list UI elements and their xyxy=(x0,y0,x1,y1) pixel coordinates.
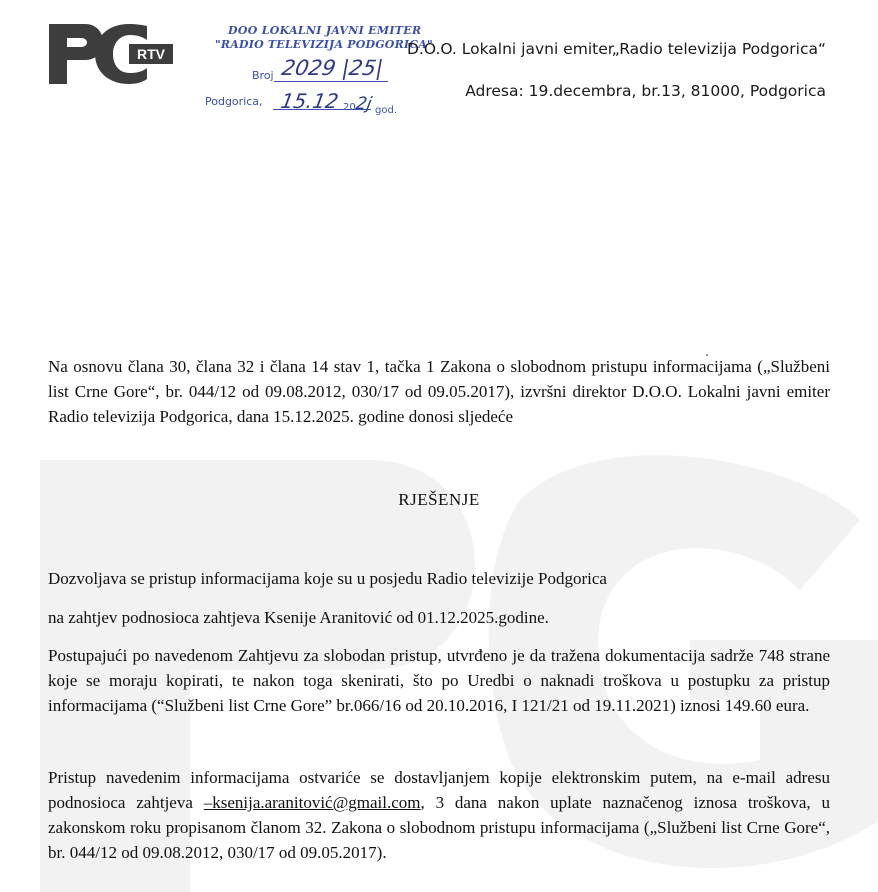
email-link[interactable]: –ksenija.aranitović@gmail.com xyxy=(203,793,421,812)
paragraph-4-end: , 3 dana nakon uplate naznačenog iznosa troškova, u zakonskom roku propisanom članom 32. Zakona o slobodnom pristupu informacijama („Službeni list Crne Gore“, br. 044/12 od 09.08.2012, 030/17 od 09.05.2017). xyxy=(48,793,830,862)
paragraph-4 xyxy=(48,765,830,865)
paragraph-4-start: Pristup navedenim informacijama ostvariće se dostavljanjem kopije elektronskim putem, na e-mail adresu podnosioca zahtjeva xyxy=(48,768,830,812)
paragraph-2: na zahtjev podnosioca zahtjeva Ksenije Aranitović od 01.12.2025.godine. xyxy=(48,608,549,627)
registry-stamp xyxy=(202,24,433,120)
paragraph-3: Postupajući po navedenom Zahtjevu za slobodan pristup, utvrđeno je da tražena dokumentacija sadrže 748 strane koje se moraju kopirati, te nakon toga skenirati, što po Uredbi o naknadi troškova u postupku za pristup informacijama (“Službeni list Crne Gore” br.066/16 od 20.10.2016, I 121/21 od 19.11.2021) iznosi 149.60 eura. xyxy=(48,646,830,715)
pg-rtv-logo xyxy=(47,18,175,86)
stamp-place-label: Podgorica, xyxy=(205,95,263,108)
header-address: Adresa: 19.decembra, br.13, 81000, Podgorica xyxy=(465,82,826,100)
stamp-broj-underline xyxy=(274,81,388,82)
stamp-line1: DOO LOKALNI JAVNI EMITER xyxy=(228,24,422,37)
stamp-date-value: 15.12 xyxy=(278,89,341,113)
stamp-god-label: god. xyxy=(375,105,397,116)
intro-paragraph: Na osnovu člana 30, člana 32 i člana 14 stav 1, tačka 1 Zakona o slobodnom pristupu informacijama („Službeni list Crne Gore“, br. 044/12 od 09.08.2012, 030/17 od 09.05.2017), izvršni direktor D.O.O. Lokalni javni emiter Radio televizija Podgorica, dana 15.12.2025. godine donosi sljedeće xyxy=(48,357,830,426)
stamp-broj-label: Broj xyxy=(252,69,274,82)
paragraph-1: Dozvoljava se pristup informacijama koje su u posjedu Radio televizije Podgorica xyxy=(48,569,607,588)
logo-badge: RTV xyxy=(137,46,165,62)
header-organization: D.O.O. Lokalni javni emiter„Radio televizija Podgorica“ xyxy=(406,40,826,58)
document-title: RJEŠENJE xyxy=(398,490,480,509)
stamp-line2: "RADIO TELEVIZIJA PODGORICA" xyxy=(215,38,433,51)
stamp-year-value: 2j xyxy=(354,94,374,114)
stamp-broj-value: 2029 |25| xyxy=(279,56,386,80)
stamp-year-prefix: 20 xyxy=(343,102,356,113)
